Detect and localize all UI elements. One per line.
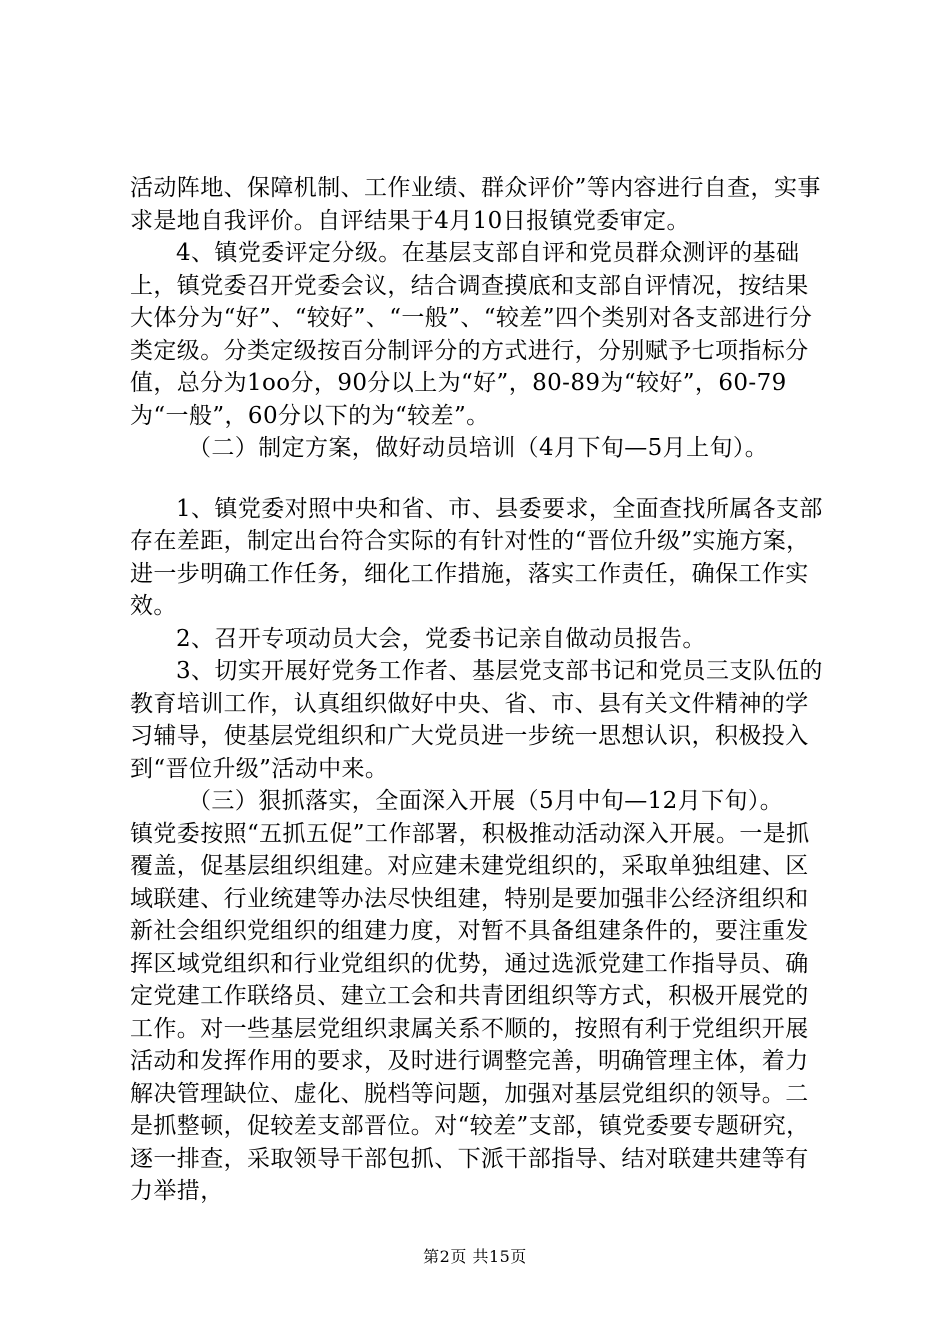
paragraph-body: 镇党委按照“五抓五促”工作部署，积极推动活动深入开展。一是抓覆盖，促基层组织组建。对应建未建党组织的，采取单独组建、区域联建、行业统建等办法尽快组建，特别是要加强非公经济组织和新社会组织党组织的组建力度，对暂不具备组建条件的，要注重发挥区域党组织和行业党组织的优势，通过选派党建工作指导员、确定党建工作联络员、建立工会和共青团组织等方式，积极开展党的工作。对一些基层党组织隶属关系不顺的，按照有利于党组织开展活动和发挥作用的要求，及时进行调整完善，明确管理主体，着力解决管理缺位、虚化、脱档等问题，加强对基层党组织的领导。二是抓整顿，促较差支部晋位。对“较差”支部，镇党委要专题研究，逐一排查，采取领导干部包抓、下派干部指导、结对联建共建等有力举措， bbox=[130, 820, 810, 1204]
document-body bbox=[130, 172, 830, 1208]
paragraph-continuation: 活动阵地、保障机制、工作业绩、群众评价”等内容进行自查，实事求是地自我评价。自评结果于4月10日报镇党委审定。 bbox=[130, 175, 821, 234]
paragraph-item-4: 4、镇党委评定分级。在基层支部自评和党员群众测评的基础上，镇党委召开党委会议，结合调查摸底和支部自评情况，按结果大体分为“好”、“较好”、“一般”、“较差”四个类别对各支部进行分类定级。分类定级按百分制评分的方式进行，分别赋予七项指标分值，总分为1oo分，90分以上为“好”，80-89为“较好”，60-79为“一般”，60分以下的为“较差”。 bbox=[130, 240, 813, 429]
paragraph-spacer bbox=[130, 465, 830, 493]
section-heading-3: （三）狠抓落实，全面深入开展（5月中旬—12月下旬）。 bbox=[188, 788, 784, 814]
paragraph-item-1: 1、镇党委对照中央和省、市、县委要求，全面查找所属各支部存在差距，制定出台符合实际的有针对性的“晋位升级”实施方案，进一步明确工作任务，细化工作措施，落实工作责任，确保工作实效。 bbox=[130, 495, 823, 619]
paragraph-item-2: 2、召开专项动员大会，党委书记亲自做动员报告。 bbox=[176, 625, 706, 652]
paragraph-item-3: 3、切实开展好党务工作者、基层党支部书记和党员三支队伍的教育培训工作，认真组织做好中央、省、市、县有关文件精神的学习辅导，使基层党组织和广大党员进一步统一思想认识，积极投入到“晋位升级”活动中来。 bbox=[130, 658, 823, 782]
section-heading-2: （二）制定方案，做好动员培训（4月下旬—5月上旬）。 bbox=[188, 435, 769, 461]
page-number-footer: 第2页 共15页 bbox=[423, 1247, 527, 1266]
